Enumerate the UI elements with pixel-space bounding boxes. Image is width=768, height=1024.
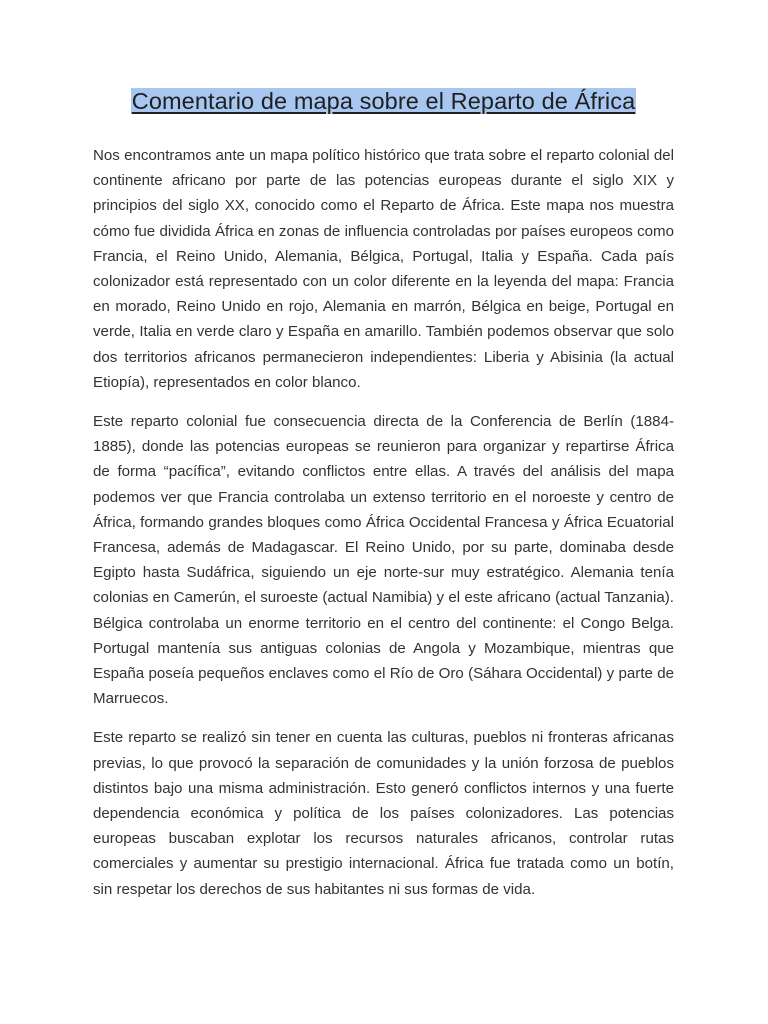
paragraph-1: Nos encontramos ante un mapa político histórico que trata sobre el reparto colonial del continente africano por parte de las potencias europeas durante el siglo XIX y principios del siglo XX, conocido como el Reparto de África. Este mapa nos muestra cómo fue dividida África en zonas de influencia controladas por países europeos como Francia, el Reino Unido, Alemania, Bélgica, Portugal, Italia y España. Cada país colonizador está representado con un color diferente en la leyenda del mapa: Francia en morado, Reino Unido en rojo, Alemania en marrón, Bélgica en beige, Portugal en verde, Italia en verde claro y España en amarillo. También podemos observar que solo dos territorios africanos permanecieron independientes: Liberia y Abisinia (la actual Etiopía), representados en color blanco. (93, 147, 674, 391)
paragraph-3: Este reparto se realizó sin tener en cuenta las culturas, pueblos ni fronteras africanas previas, lo que provocó la separación de comunidades y la unión forzosa de pueblos distintos bajo una misma administración. Esto generó conflictos internos y una fuerte dependencia económica y política de los países colonizadores. Las potencias europeas buscaban explotar los recursos naturales africanos, controlar rutas comerciales y aumentar su prestigio internacional. África fue tratada como un botín, sin respetar los derechos de sus habitantes ni sus formas de vida. (93, 729, 674, 898)
title-block (93, 86, 674, 120)
page-title: Comentario de mapa sobre el Reparto de África (131, 88, 636, 114)
paragraph-2: Este reparto colonial fue consecuencia directa de la Conferencia de Berlín (1884-1885), donde las potencias europeas se reunieron para organizar y repartirse África de forma “pacífica”, evitando conflictos entre ellas. A través del análisis del mapa podemos ver que Francia controlaba un extenso territorio en el noroeste y centro de África, formando grandes bloques como África Occidental Francesa y África Ecuatorial Francesa, además de Madagascar. El Reino Unido, por su parte, dominaba desde Egipto hasta Sudáfrica, siguiendo un eje norte-sur muy estratégico. Alemania tenía colonias en Camerún, el suroeste (actual Namibia) y el este africano (actual Tanzania). Bélgica controlaba un enorme territorio en el centro del continente: el Congo Belga. Portugal mantenía sus antiguas colonias de Angola y Mozambique, mientras que España poseía pequeños enclaves como el Río de Oro (Sáhara Occidental) y parte de Marruecos. (93, 413, 674, 708)
